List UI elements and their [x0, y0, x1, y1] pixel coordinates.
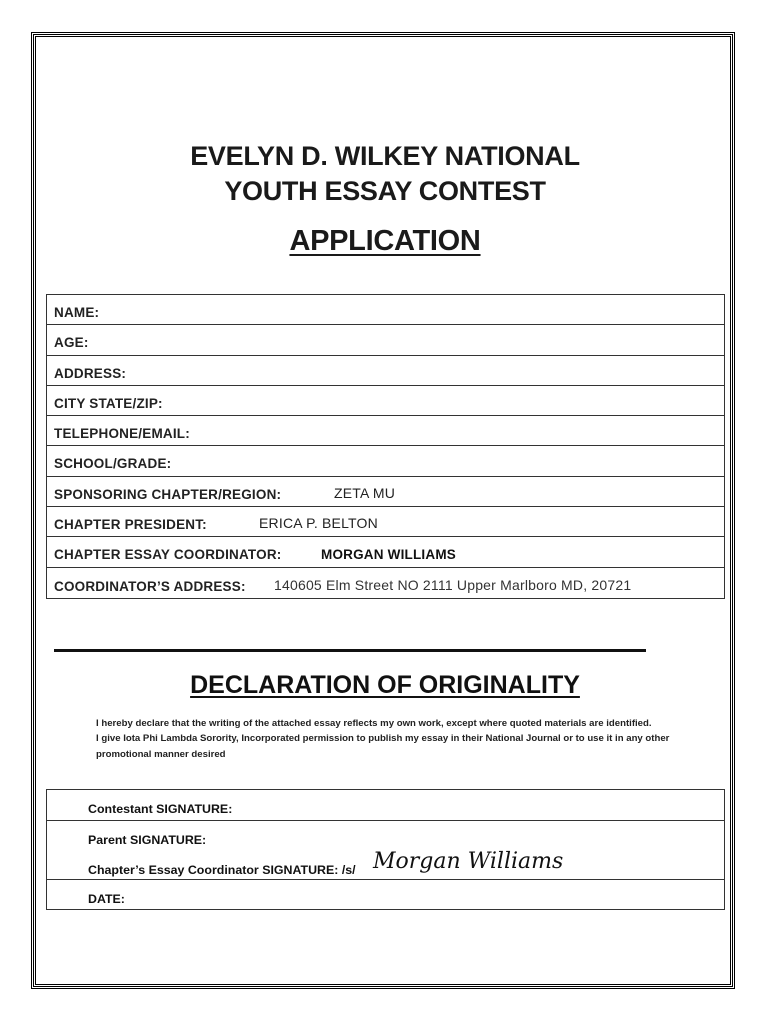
field-address-label: ADDRESS:	[54, 365, 127, 381]
field-chapter-president-row[interactable]	[47, 507, 724, 537]
signature-prefix: /s/	[341, 863, 356, 877]
field-name-label: NAME:	[54, 305, 100, 320]
declaration-line-3: promotional manner desired	[96, 748, 226, 760]
field-name-row[interactable]	[47, 295, 724, 325]
section-divider	[54, 649, 646, 652]
date-label: DATE:	[88, 892, 125, 906]
field-telephone-email-label: TELEPHONE/EMAIL:	[54, 426, 190, 442]
field-city-state-zip-label: CITY STATE/ZIP:	[54, 395, 163, 411]
field-age-label: AGE:	[54, 335, 89, 351]
field-coordinator-address-label: COORDINATOR’S ADDRESS:	[54, 578, 246, 594]
field-age-row[interactable]	[47, 325, 724, 355]
field-city-state-zip-row[interactable]	[47, 386, 724, 416]
field-sponsoring-chapter-row[interactable]	[47, 477, 724, 507]
field-essay-coordinator-row[interactable]	[47, 537, 724, 567]
coordinator-signature-label: Chapter’s Essay Coordinator SIGNATURE: /s/	[88, 863, 356, 877]
field-coordinator-address-value[interactable]: 140605 Elm Street NO 2111 Upper Marlboro MD, 20721	[274, 576, 632, 593]
contestant-signature-label: Contestant SIGNATURE:	[88, 802, 233, 816]
field-chapter-president-label: CHAPTER PRESIDENT:	[54, 517, 207, 533]
declaration-line-1: I hereby declare that the writing of the attached essay reflects my own work, except where quoted materials are identified.	[96, 718, 652, 729]
title-line-1: EVELYN D. WILKEY NATIONAL	[190, 141, 580, 171]
declaration-line-2: I give Iota Phi Lambda Sorority, Incorporated permission to publish my essay in their National Journal or to use it in any other	[96, 733, 670, 745]
declaration-text	[96, 716, 696, 762]
title-line-2: YOUTH ESSAY CONTEST	[224, 176, 546, 206]
field-telephone-email-row[interactable]	[47, 416, 724, 446]
signature-block	[46, 789, 725, 910]
application-form	[46, 294, 725, 599]
field-essay-coordinator-label: CHAPTER ESSAY COORDINATOR:	[54, 547, 282, 563]
field-chapter-president-value[interactable]: ERICA P. BELTON	[259, 515, 378, 532]
field-coordinator-address-row[interactable]	[47, 568, 724, 598]
field-school-grade-label: SCHOOL/GRADE:	[54, 456, 172, 472]
field-essay-coordinator-value[interactable]: MORGAN WILLIAMS	[321, 547, 456, 563]
field-address-row[interactable]	[47, 356, 724, 386]
application-heading: APPLICATION	[289, 225, 481, 257]
declaration-title: DECLARATION OF ORIGINALITY	[190, 671, 580, 699]
signature-divider	[47, 879, 724, 880]
field-school-grade-row[interactable]	[47, 446, 724, 476]
field-sponsoring-chapter-value[interactable]: ZETA MU	[334, 484, 396, 501]
coordinator-handwritten-signature: Morgan Williams	[373, 849, 564, 874]
parent-signature-label: Parent SIGNATURE:	[88, 833, 207, 847]
signature-divider	[47, 820, 724, 821]
field-sponsoring-chapter-label: SPONSORING CHAPTER/REGION:	[54, 486, 282, 502]
